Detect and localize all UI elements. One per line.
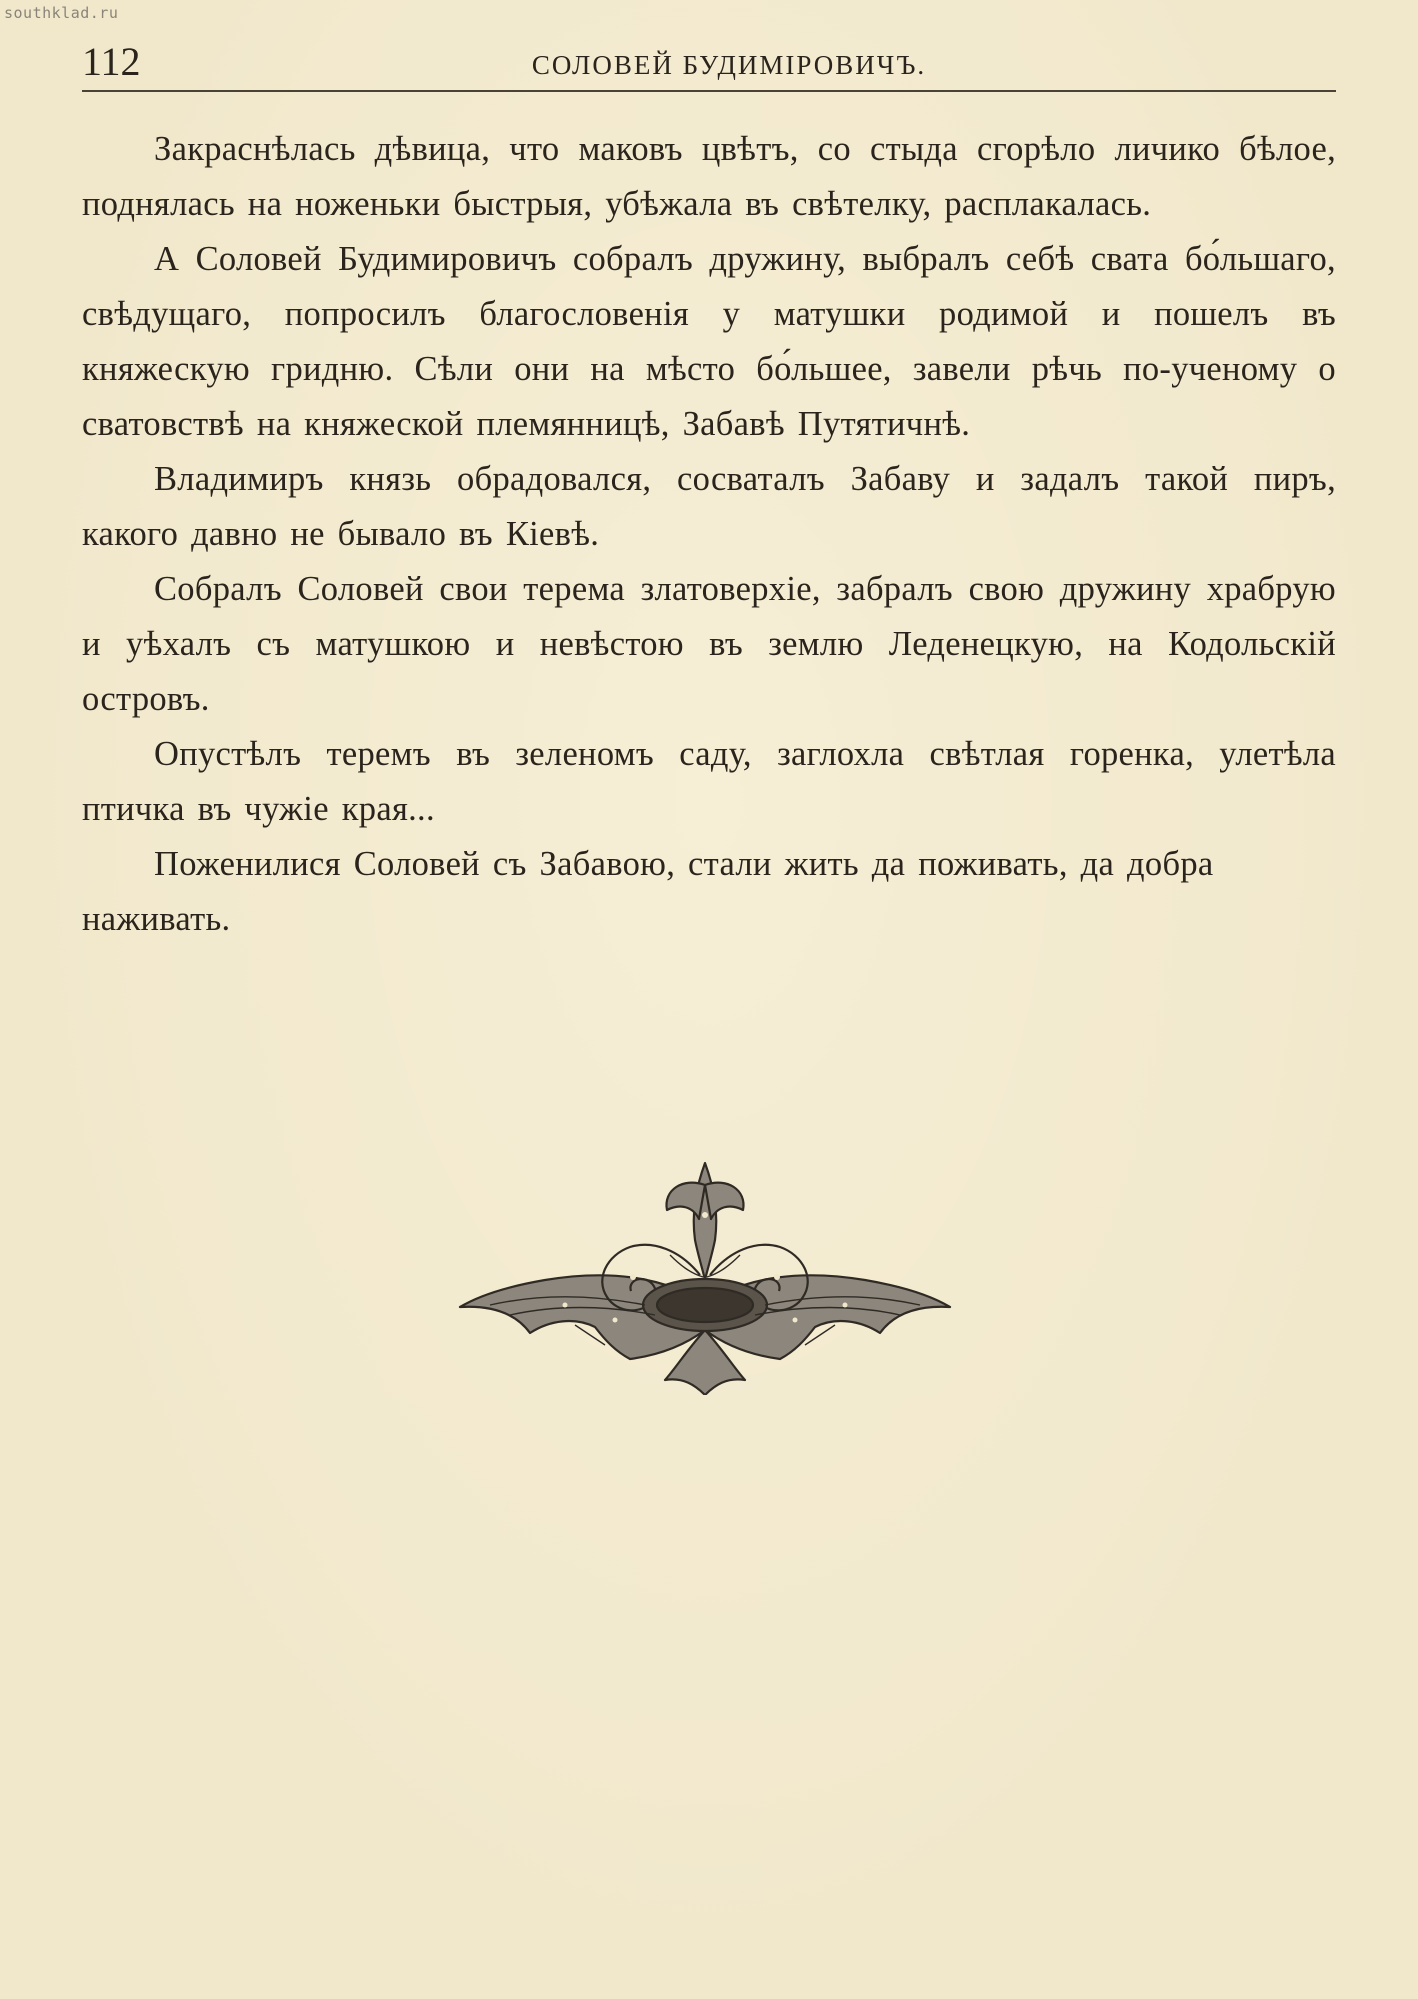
- running-title: СОЛОВЕЙ БУДИМІРОВИЧЪ.: [531, 50, 927, 80]
- paragraph: Опустѣлъ теремъ въ зеленомъ саду, заглохла свѣтлая горенка, улетѣла птичка въ чужіе края...: [82, 735, 1336, 828]
- paragraph: Поженилися Соловей съ Забавою, стали жить да поживать, да добра наживать.: [82, 845, 1214, 938]
- paragraph: Закраснѣлась дѣвица, что маковъ цвѣтъ, со стыда сгорѣло личико бѣлое, поднялась на ноженьки быстрыя, убѣжала въ свѣтелку, расплакалась.: [82, 130, 1336, 223]
- page-number: 112: [82, 39, 141, 84]
- running-head: [82, 36, 1336, 92]
- watermark: southklad.ru: [4, 4, 119, 22]
- body-text: [82, 122, 1336, 947]
- paragraph: А Соловей Будимировичъ собралъ дружину, выбралъ себѣ свата бо́льшаго, свѣдущаго, попросилъ благословенія у матушки родимой и пошелъ въ княжескую гридню. Сѣли они на мѣсто бо́льшее, завели рѣчь по-ученому о сватовствѣ на княжеской племянницѣ, Забавѣ Путятичнѣ.: [82, 240, 1336, 443]
- winged-ornament-icon: [455, 1155, 955, 1395]
- paragraph: Владимиръ князь обрадовался, сосваталъ Забаву и задалъ такой пиръ, какого давно не бывало въ Кіевѣ.: [82, 460, 1336, 553]
- paragraph: Собралъ Соловей свои терема златоверхіе, забралъ свою дружину храбрую и уѣхалъ съ матушкою и невѣстою въ землю Леденецкую, на Кодольскій островъ.: [82, 570, 1336, 718]
